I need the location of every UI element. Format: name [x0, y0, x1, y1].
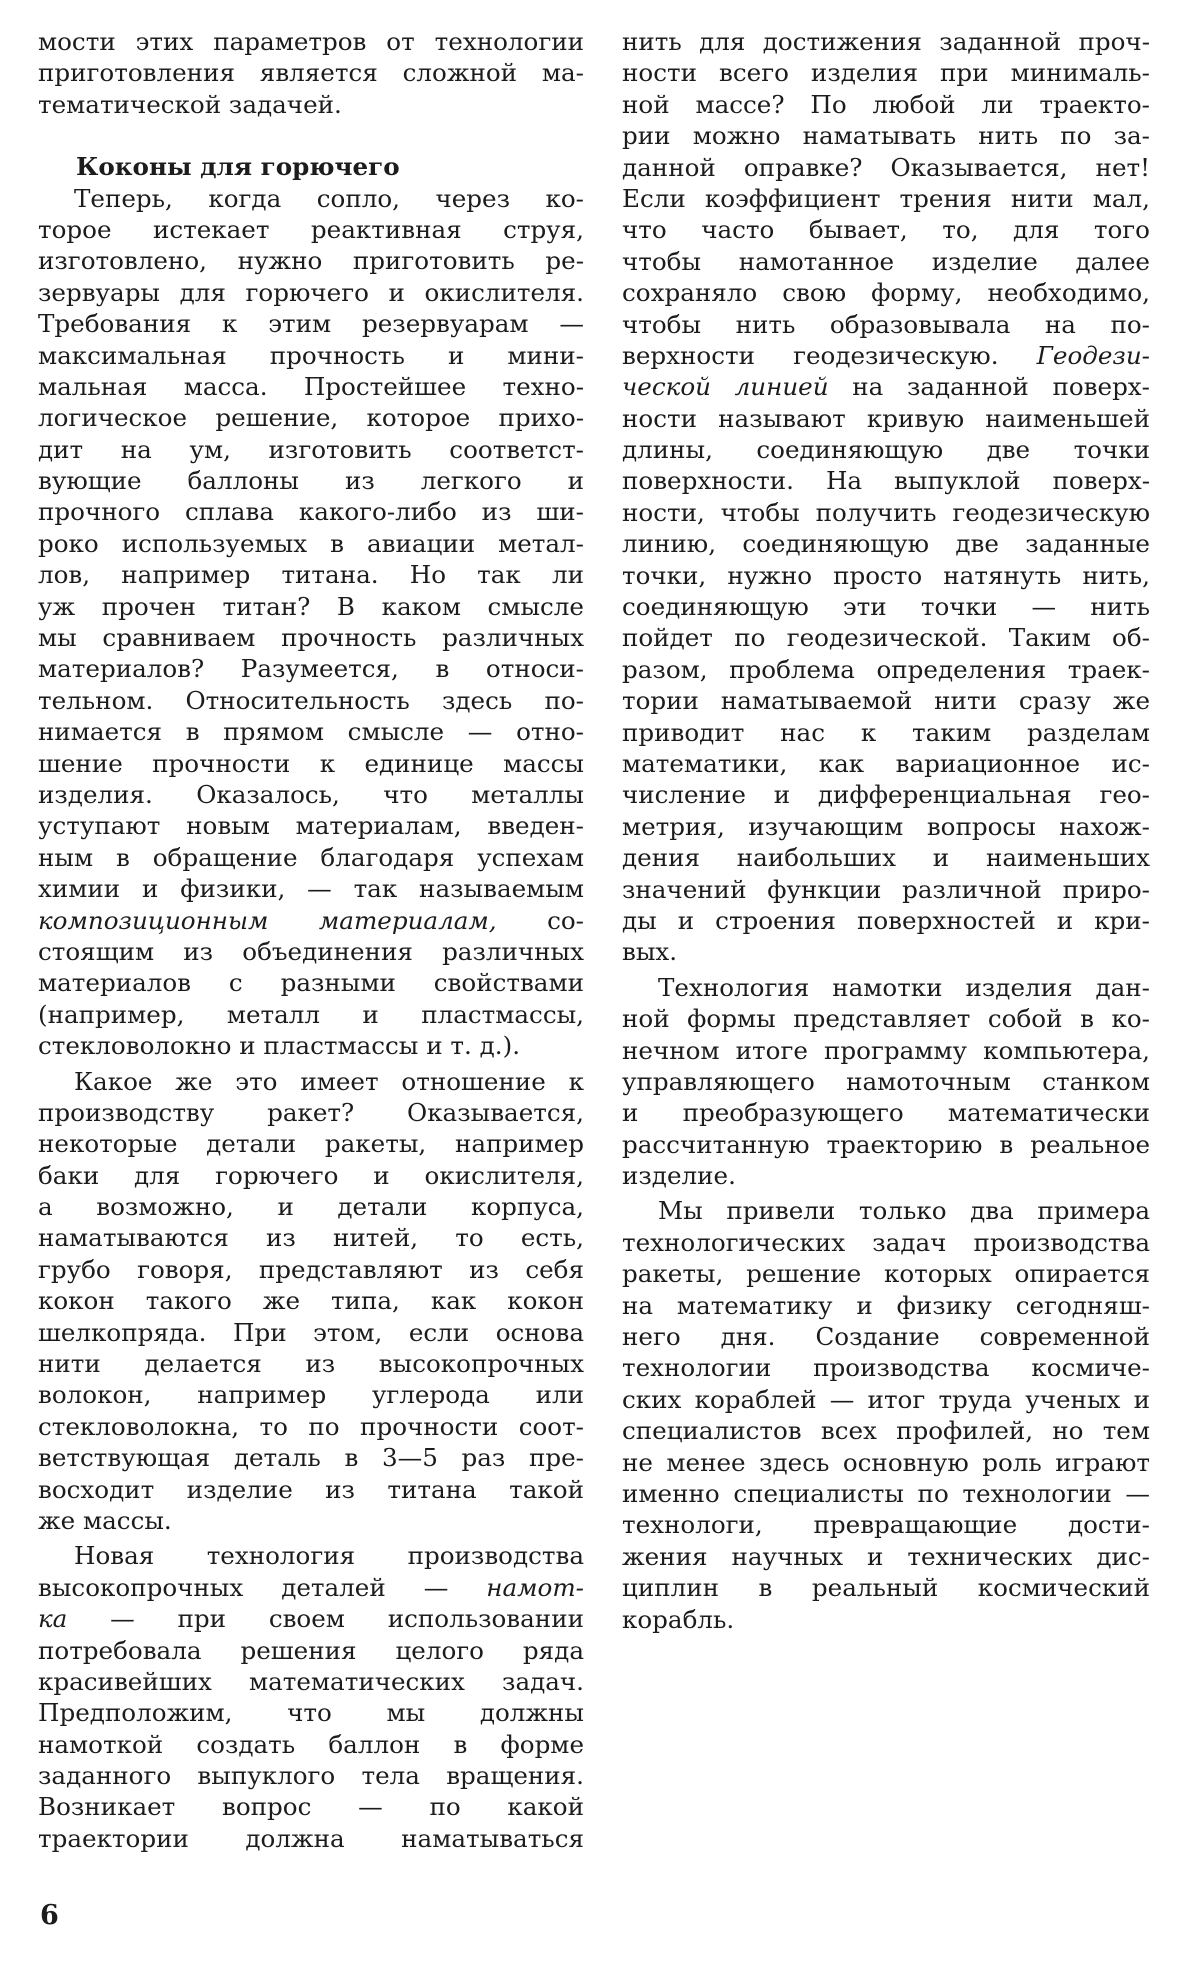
text-line [622, 1290, 1150, 1321]
text-line [38, 89, 584, 120]
text-line [38, 873, 584, 904]
line-text: тельном. Относительность здесь по- [38, 685, 584, 715]
text-line [622, 152, 1150, 183]
text-line [622, 340, 1150, 371]
line-text: материалов с разными свойствами [38, 968, 584, 998]
text-line [622, 371, 1150, 402]
text-line [622, 748, 1150, 779]
line-text: сохраняло свою форму, необходимо, [622, 278, 1150, 308]
line-text: что часто бывает, то, для того [622, 215, 1150, 245]
line-text: линию, соединяющую две заданные [622, 529, 1150, 559]
text-line [38, 371, 584, 402]
text-line [38, 1254, 584, 1285]
text-line [38, 1442, 584, 1473]
text-line [38, 1474, 584, 1505]
line-text: кокон такого же типа, как кокон [38, 1286, 584, 1316]
line-text: верхности геодезическую. [622, 340, 1037, 370]
line-text: чтобы намотанное изделие далее [622, 246, 1150, 276]
line-text: волокон, например углерода или [38, 1380, 584, 1410]
text-line [38, 1379, 584, 1410]
text-line [38, 496, 584, 527]
line-text: восходит изделие из титана такой [38, 1474, 584, 1504]
text-line [622, 717, 1150, 748]
text-line [38, 1191, 584, 1222]
text-line [622, 560, 1150, 591]
line-text: Мы привели только два примера [658, 1196, 1150, 1226]
text-line [622, 26, 1150, 57]
text-line [38, 1066, 584, 1097]
line-text: чтобы нить образовывала на по- [622, 309, 1150, 339]
line-text: стоящим из объединения различных [38, 936, 584, 966]
line-text: технологи, превращающие дости- [622, 1510, 1150, 1540]
line-text: пойдет по геодезической. Таким об- [622, 623, 1150, 653]
line-text: Теперь, когда сопло, через ко- [74, 183, 584, 213]
line-text: Требования к этим резервуарам — [38, 309, 584, 339]
line-text: ной формы представляет собой в ко- [622, 1004, 1150, 1034]
text-line [38, 1540, 584, 1571]
line-text: уж прочен титан? В каком смысле [38, 591, 584, 621]
line-text: него дня. Создание современной [622, 1322, 1150, 1352]
line-text: соединяющую эти точки — нить [622, 592, 1150, 622]
text-line [38, 183, 584, 214]
line-text: Если коэффициент трения нити мал, [622, 183, 1150, 213]
text-line [38, 277, 584, 308]
text-line [622, 528, 1150, 559]
line-text: торое истекает реактивная струя, [38, 214, 584, 244]
line-text: нимается в прямом смысле — отно- [38, 717, 584, 747]
text-line [38, 779, 584, 810]
text-line [622, 936, 1150, 967]
text-line [622, 685, 1150, 716]
text-line [38, 810, 584, 841]
line-text: логическое решение, которое прихо- [38, 403, 584, 433]
text-line [38, 465, 584, 496]
line-text: красивейших математических задач. [38, 1666, 584, 1696]
line-text: уступают новым материалам, введен- [38, 811, 584, 841]
line-text: именно специалисты по технологии — [622, 1478, 1150, 1508]
text-line [38, 905, 584, 936]
text-line [38, 1097, 584, 1128]
right-text-column [622, 26, 1150, 1635]
italic-term: намот- [486, 1572, 584, 1602]
line-text: ности, чтобы получить геодезическую [622, 497, 1150, 527]
text-line [38, 528, 584, 559]
text-line [38, 1697, 584, 1728]
line-text: баки для горючего и окислителя, [38, 1160, 584, 1190]
text-line [38, 716, 584, 747]
line-text: тории наматываемой нити сразу же [622, 686, 1150, 716]
text-line [38, 1791, 584, 1822]
line-text: числение и дифференциальная гео- [622, 780, 1150, 810]
line-text: ды и строения поверхностей и кри- [622, 905, 1150, 935]
text-line [38, 653, 584, 684]
line-text: приводит нас к таким разделам [622, 717, 1150, 747]
text-line [622, 1035, 1150, 1066]
text-line [38, 214, 584, 245]
line-text: некоторые детали ракеты, например [38, 1129, 584, 1159]
line-text: производству ракет? Оказывается, [38, 1097, 584, 1127]
text-line [622, 1066, 1150, 1097]
text-line [38, 1285, 584, 1316]
text-line [622, 57, 1150, 88]
text-line [38, 748, 584, 779]
line-text: (например, металл и пластмассы, [38, 999, 584, 1029]
text-line [622, 874, 1150, 905]
line-text: намоткой создать баллон в форме [38, 1729, 584, 1759]
line-text: потребовала решения целого ряда [38, 1635, 584, 1665]
text-line [622, 905, 1150, 936]
line-text: данной оправке? Оказывается, нет! [622, 152, 1150, 182]
text-line [622, 1604, 1150, 1635]
line-text: лов, например титана. Но так ли [38, 560, 584, 590]
line-text: вых. [622, 937, 678, 967]
text-line [38, 434, 584, 465]
line-text: ности называют кривую наименьшей [622, 403, 1150, 433]
line-text: мости этих параметров от технологии [38, 27, 584, 56]
page-number: 6 [40, 1900, 59, 1931]
line-text: значений функции различной приро- [622, 874, 1150, 904]
line-text: — при своем использовании [67, 1604, 584, 1634]
line-text: изготовлено, нужно приготовить ре- [38, 246, 584, 276]
line-text: математики, как вариационное ис- [622, 748, 1150, 778]
text-line [38, 1823, 584, 1854]
line-text: ракеты, решение которых опирается [622, 1259, 1150, 1289]
line-text: зервуары для горючего и окислителя. [38, 277, 584, 307]
text-line [38, 999, 584, 1030]
text-line [622, 972, 1150, 1003]
text-line [38, 1729, 584, 1760]
line-text: со- [496, 905, 584, 935]
line-text: приготовления является сложной ма- [38, 58, 584, 88]
text-line [38, 1635, 584, 1666]
text-line [38, 1603, 584, 1634]
text-line [38, 1128, 584, 1159]
text-line [622, 1003, 1150, 1034]
line-text: прочного сплава какого-либо из ши- [38, 497, 584, 527]
text-line [38, 842, 584, 873]
line-text: роко используемых в авиации метал- [38, 528, 584, 558]
text-line [622, 246, 1150, 277]
line-text: поверхности. На выпуклой поверх- [622, 466, 1150, 496]
text-line [38, 1760, 584, 1791]
text-line [622, 1195, 1150, 1226]
text-line [622, 1227, 1150, 1258]
line-text: дит на ум, изготовить соответст- [38, 434, 584, 464]
line-text: технологии производства космиче- [622, 1353, 1150, 1383]
line-text: ности всего изделия при минималь- [622, 58, 1150, 88]
text-line [622, 1447, 1150, 1478]
italic-term: Геодези- [1036, 340, 1150, 370]
line-text: же массы. [38, 1505, 172, 1535]
line-text: и преобразующего математически [622, 1098, 1150, 1128]
text-line [38, 308, 584, 339]
line-text: нить для достижения заданной проч- [622, 27, 1150, 56]
line-text: Возникает вопрос — по какой [38, 1792, 584, 1822]
text-line [622, 842, 1150, 873]
text-line [622, 1160, 1150, 1191]
text-line [622, 1352, 1150, 1383]
line-text: химии и физики, — так называемым [38, 874, 584, 904]
text-line [38, 57, 584, 88]
text-line [622, 465, 1150, 496]
text-line [622, 497, 1150, 528]
text-line [622, 183, 1150, 214]
text-line [38, 1160, 584, 1191]
line-text: стекловолокна, то по прочности соот- [38, 1411, 584, 1441]
line-text: специалистов всех профилей, но тем [622, 1416, 1150, 1446]
text-line [622, 654, 1150, 685]
line-text: тематической задачей. [38, 89, 342, 119]
section-heading: Коконы для горючего [76, 152, 400, 182]
text-line [622, 811, 1150, 842]
line-text: шение прочности к единице массы [38, 748, 584, 778]
text-line [622, 277, 1150, 308]
text-line [38, 245, 584, 276]
line-text: дения наибольших и наименьших [622, 843, 1150, 873]
line-text: Новая технология производства [74, 1541, 584, 1571]
text-line [622, 1258, 1150, 1289]
line-text: траектории должна наматываться [38, 1823, 584, 1853]
text-line [622, 403, 1150, 434]
text-line [38, 26, 584, 57]
text-line [38, 1505, 584, 1536]
text-line [38, 1317, 584, 1348]
text-line [622, 591, 1150, 622]
line-text: на заданной поверх- [828, 372, 1150, 402]
text-line [38, 559, 584, 590]
left-text-column [38, 26, 584, 1854]
line-text: технологических задач производства [622, 1227, 1150, 1257]
line-text: изделия. Оказалось, что металлы [38, 779, 584, 809]
line-text: нечном итоге программу компьютера, [622, 1035, 1150, 1065]
line-text: рассчитанную траекторию в реальное [622, 1129, 1150, 1159]
line-text: материалов? Разумеется, в относи- [38, 654, 584, 684]
line-text: мальная масса. Простейшее техно- [38, 371, 584, 401]
line-text: нити делается из высокопрочных [38, 1349, 584, 1379]
line-text: ветствующая деталь в 3—5 раз пре- [38, 1443, 584, 1473]
line-text: разом, проблема определения траек- [622, 654, 1150, 684]
italic-term: ческой линией [622, 372, 829, 402]
line-text: максимальная прочность и мини- [38, 340, 584, 370]
line-text: Предположим, что мы должны [38, 1698, 584, 1728]
line-text: метрия, изучающим вопросы нахож- [622, 811, 1150, 841]
line-text: мы сравниваем прочность различных [38, 623, 584, 653]
text-line [622, 120, 1150, 151]
text-line [622, 1097, 1150, 1128]
line-text: изделие. [622, 1161, 736, 1191]
text-line [622, 1384, 1150, 1415]
text-line [38, 340, 584, 371]
text-line [622, 1129, 1150, 1160]
line-text: Какое же это имеет отношение к [74, 1066, 584, 1096]
text-line [622, 434, 1150, 465]
text-line [622, 622, 1150, 653]
text-line [38, 967, 584, 998]
line-text: на математику и физику сегодняш- [622, 1290, 1150, 1320]
text-line [622, 214, 1150, 245]
text-line [38, 1666, 584, 1697]
text-line [622, 1509, 1150, 1540]
line-text: а возможно, и детали корпуса, [38, 1192, 584, 1222]
text-line [622, 1321, 1150, 1352]
italic-term: ка [38, 1604, 68, 1634]
text-line [38, 622, 584, 653]
line-text: точки, нужно просто натянуть нить, [622, 560, 1150, 590]
line-text: вующие баллоны из легкого и [38, 466, 584, 496]
text-line [622, 1541, 1150, 1572]
line-text: шелкопряда. При этом, если основа [38, 1317, 584, 1347]
text-line [622, 1572, 1150, 1603]
line-text: стекловолокно и пластмассы и т. д.). [38, 1031, 521, 1061]
text-line [38, 1222, 584, 1253]
text-line [622, 1478, 1150, 1509]
line-text: заданного выпуклого тела вращения. [38, 1761, 584, 1791]
text-line [622, 1415, 1150, 1446]
line-text: ным в обращение благодаря успехам [38, 842, 584, 872]
line-text: рии можно наматывать нить по за- [622, 121, 1150, 151]
text-line [38, 685, 584, 716]
line-text: жения научных и технических дис- [622, 1541, 1150, 1571]
text-line [622, 89, 1150, 120]
line-text: высокопрочных деталей — [38, 1572, 487, 1602]
line-text: Технология намотки изделия дан- [658, 972, 1150, 1002]
text-line [38, 1348, 584, 1379]
text-line [38, 936, 584, 967]
text-line [38, 591, 584, 622]
line-text: наматываются из нитей, то есть, [38, 1223, 584, 1253]
text-line [38, 1030, 584, 1061]
line-text: циплин в реальный космический [622, 1573, 1150, 1603]
line-text: корабль. [622, 1604, 735, 1634]
line-text: длины, соединяющую две точки [622, 435, 1150, 465]
text-line [622, 309, 1150, 340]
line-text: не менее здесь основную роль играют [622, 1447, 1150, 1477]
text-line [622, 779, 1150, 810]
line-text: управляющего намоточным станком [622, 1066, 1150, 1096]
line-text: ной массе? По любой ли траекто- [622, 89, 1150, 119]
line-text: ских кораблей — итог труда ученых и [622, 1384, 1150, 1414]
text-line [38, 1411, 584, 1442]
italic-term: композиционным материалам, [38, 905, 497, 935]
text-line [38, 1572, 584, 1603]
text-line [38, 402, 584, 433]
line-text: грубо говоря, представляют из себя [38, 1254, 584, 1284]
